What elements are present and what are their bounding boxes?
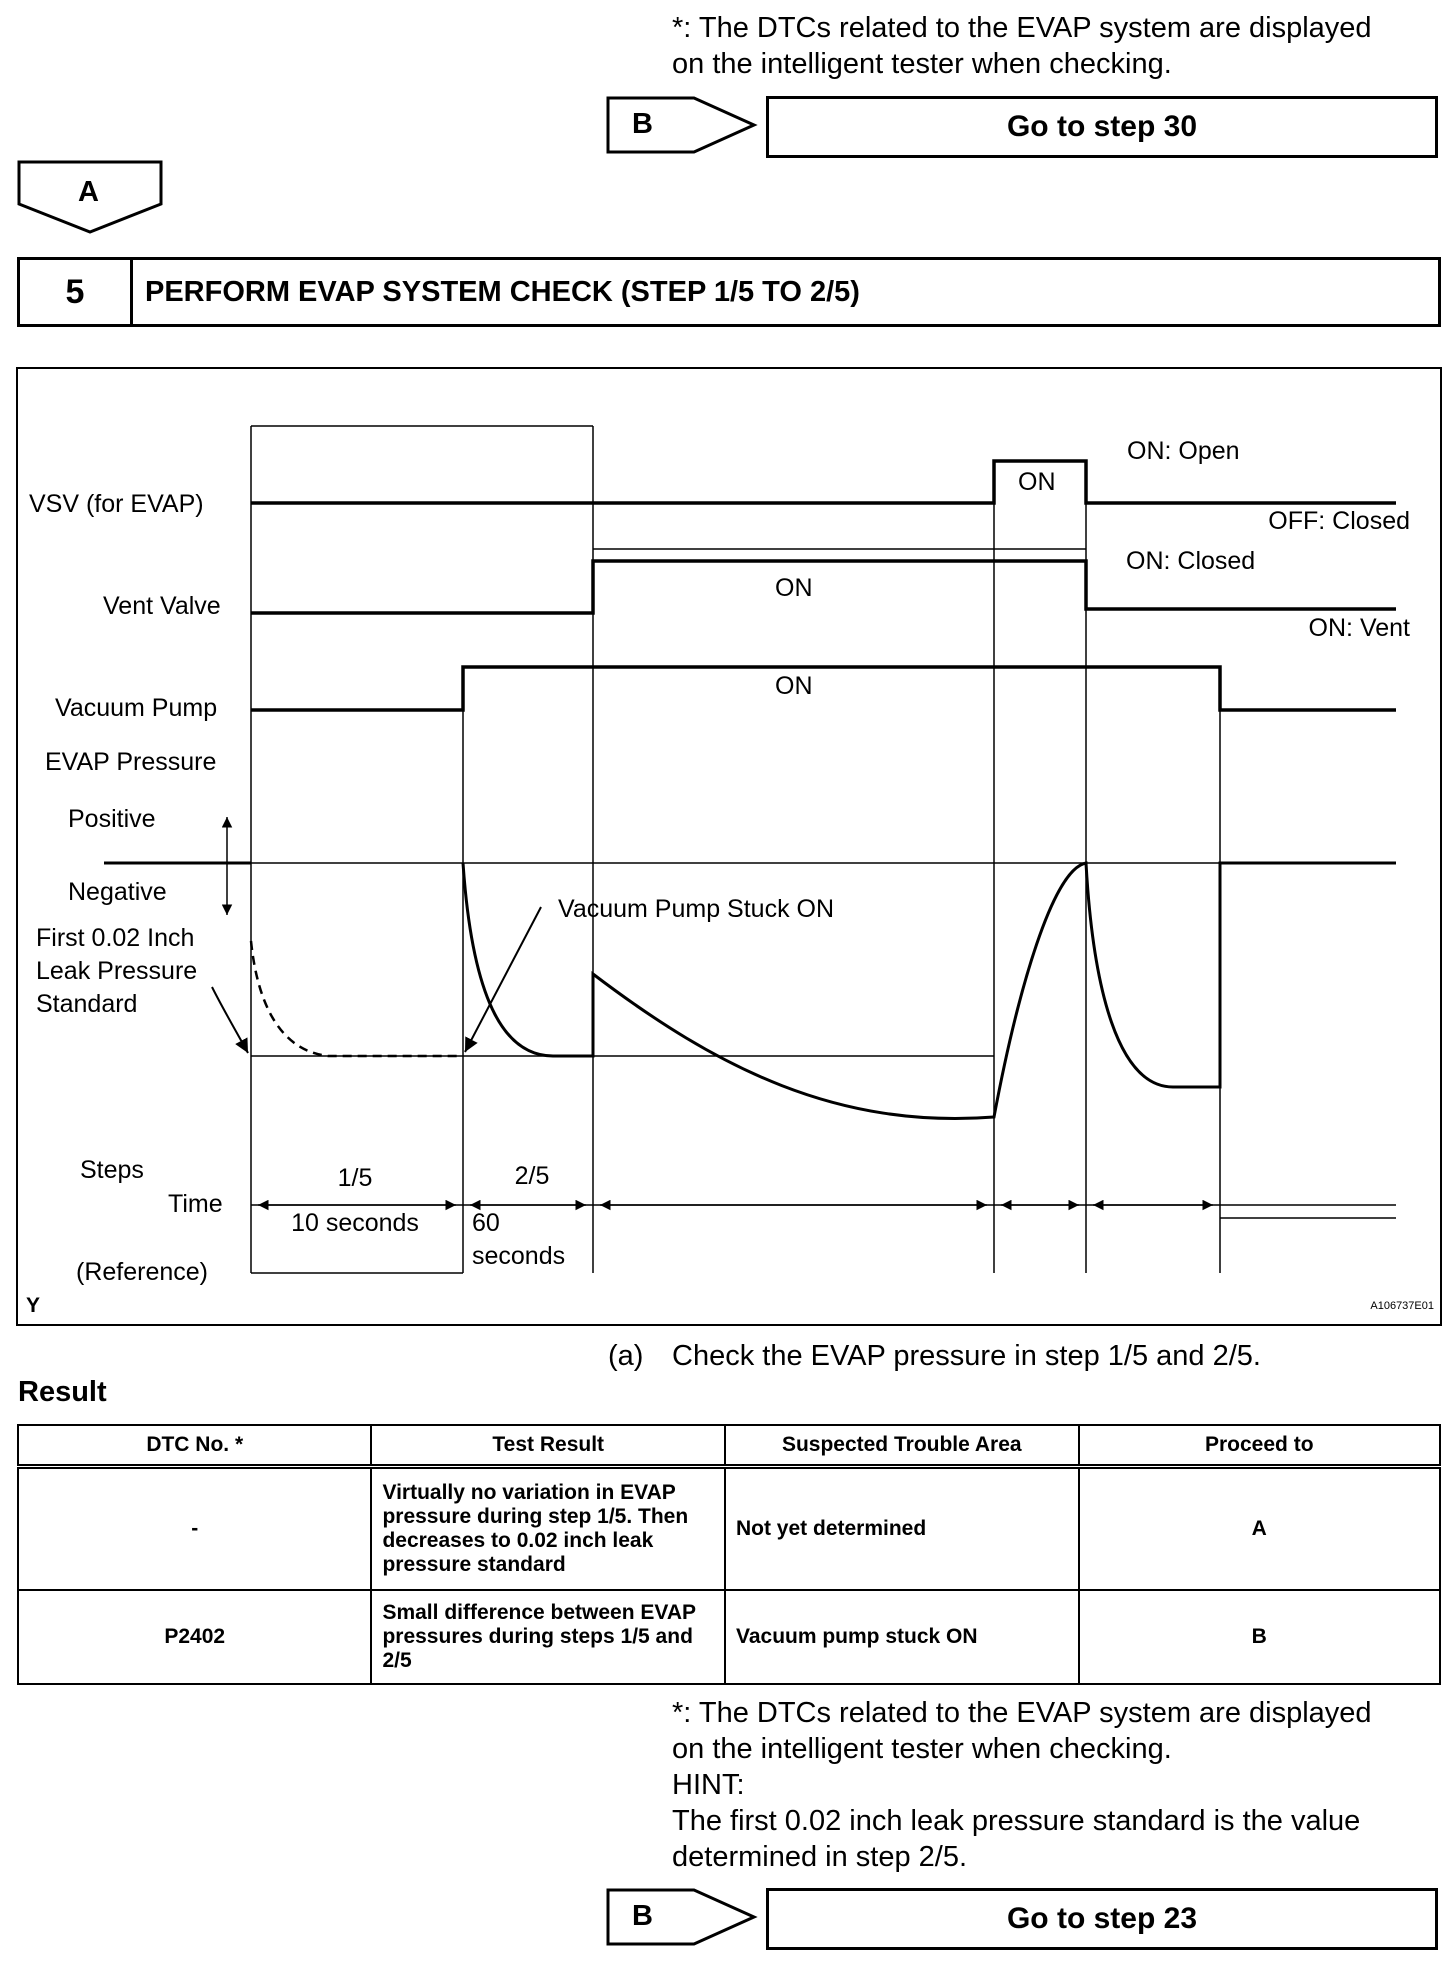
go-to-step-30-button[interactable]: Go to step 30 — [766, 96, 1438, 158]
go-to-step-23-button[interactable]: Go to step 23 — [766, 1888, 1438, 1950]
hint-label: HINT: — [672, 1769, 745, 1801]
branch-b-arrow-top — [606, 96, 764, 156]
label-standard-line2: Leak Pressure — [36, 957, 198, 985]
dtc-note-line2: on the intelligent tester when checking. — [672, 48, 1172, 80]
label-positive: Positive — [68, 805, 156, 833]
label-negative: Negative — [68, 878, 167, 906]
vent-closed-label: ON: Closed — [1126, 547, 1256, 575]
dtc-note-bottom-line2: on the intelligent tester when checking. — [672, 1733, 1172, 1765]
vent-on-label: ON — [775, 574, 813, 602]
step-2-label: 2/5 — [514, 1162, 550, 1190]
table-row — [18, 1467, 1440, 1591]
label-standard-line1: First 0.02 Inch — [36, 924, 195, 952]
section-header — [17, 257, 1441, 327]
vsv-signal-line — [251, 461, 1396, 503]
dtc-note-top — [672, 10, 1372, 82]
stuck-on-annotation: Vacuum Pump Stuck ON — [558, 895, 835, 923]
cell-trouble-area: Not yet determined — [725, 1467, 1079, 1591]
vsv-open-label: ON: Open — [1127, 437, 1240, 465]
vsv-closed-label: OFF: Closed — [1268, 507, 1410, 535]
label-reference: (Reference) — [76, 1258, 208, 1286]
dtc-note-line1: *: The DTCs related to the EVAP system are displayed — [672, 12, 1372, 44]
leak-standard-dashed-curve — [251, 941, 463, 1056]
vent-vent-label: ON: Vent — [1308, 614, 1410, 642]
vacuum-pump-signal-line — [251, 667, 1396, 710]
header-proceed: Proceed to — [1079, 1425, 1440, 1467]
evap-timing-diagram — [16, 367, 1442, 1326]
section-number: 5 — [20, 260, 133, 324]
timing-diagram-svg — [18, 369, 1440, 1324]
step-a-text: Check the EVAP pressure in step 1/5 and 2/5. — [672, 1340, 1261, 1372]
label-standard-line3: Standard — [36, 990, 138, 1018]
cell-proceed: A — [1079, 1467, 1440, 1591]
label-time: Time — [168, 1190, 223, 1218]
step-1-label: 1/5 — [337, 1164, 373, 1192]
result-table — [17, 1424, 1441, 1685]
result-heading: Result — [18, 1376, 107, 1408]
label-vsv: VSV (for EVAP) — [29, 490, 204, 518]
label-vent-valve: Vent Valve — [103, 592, 221, 620]
branch-b-arrow-bottom — [606, 1888, 764, 1948]
branch-b-label-top: B — [632, 108, 653, 140]
standard-arrow — [212, 987, 248, 1053]
header-test-result: Test Result — [371, 1425, 725, 1467]
branch-b-label-bottom: B — [632, 1900, 653, 1932]
cell-dtc: - — [18, 1467, 371, 1591]
section-title: PERFORM EVAP SYSTEM CHECK (STEP 1/5 TO 2/5) — [145, 275, 860, 308]
stuck-on-arrow — [465, 907, 541, 1052]
step-a-marker: (a) — [608, 1340, 644, 1372]
label-y: Y — [26, 1294, 41, 1317]
cell-trouble-area: Vacuum pump stuck ON — [725, 1590, 1079, 1684]
figure-code: A106737E01 — [1370, 1300, 1434, 1312]
label-evap-pressure: EVAP Pressure — [45, 748, 217, 776]
dtc-note-bottom — [672, 1695, 1372, 1875]
pump-on-label: ON — [775, 672, 813, 700]
step-2-time-line2: seconds — [472, 1242, 566, 1270]
header-dtc: DTC No. * — [18, 1425, 371, 1467]
vsv-on-label: ON — [1018, 468, 1056, 496]
table-row — [18, 1590, 1440, 1684]
hint-text-line1: The first 0.02 inch leak pressure standard is the value — [672, 1805, 1361, 1837]
hint-text-line2: determined in step 2/5. — [672, 1841, 968, 1873]
step-1-time: 10 seconds — [291, 1209, 419, 1237]
cell-dtc: P2402 — [18, 1590, 371, 1684]
header-trouble-area: Suspected Trouble Area — [725, 1425, 1079, 1467]
step-2-time-line1: 60 — [472, 1209, 500, 1237]
cell-test-result: Virtually no variation in EVAP pressure during step 1/5. Then decreases to 0.02 inch leak pressure standard — [371, 1467, 725, 1591]
cell-proceed: B — [1079, 1590, 1440, 1684]
branch-a-label: A — [78, 176, 99, 208]
dtc-note-bottom-line1: *: The DTCs related to the EVAP system are displayed — [672, 1697, 1372, 1729]
label-vacuum-pump: Vacuum Pump — [55, 694, 218, 722]
label-steps: Steps — [80, 1156, 144, 1184]
cell-test-result: Small difference between EVAP pressures during steps 1/5 and 2/5 — [371, 1590, 725, 1684]
